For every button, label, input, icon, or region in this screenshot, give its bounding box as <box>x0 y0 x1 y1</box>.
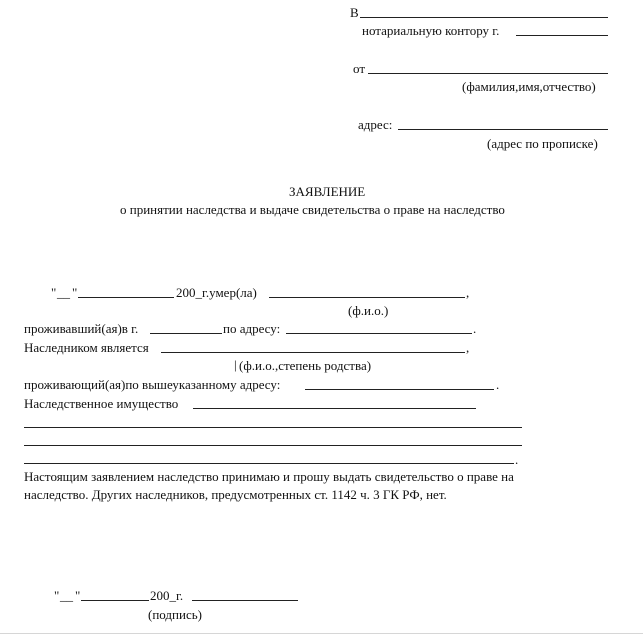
heir-line-comma: , <box>466 340 470 355</box>
estate-line-3[interactable] <box>24 445 522 446</box>
to-prefix: В <box>350 5 359 20</box>
residing-line-period: . <box>496 377 500 392</box>
sign-date-quote-close: " <box>75 588 81 603</box>
heir-fio-hint: (ф.и.о.,степень родства) <box>239 358 372 373</box>
sign-date-day[interactable]: __ <box>60 588 73 603</box>
estate-line-4[interactable] <box>24 463 514 464</box>
sign-date-month-line[interactable] <box>81 600 149 601</box>
sign-date-quote-open: " <box>54 588 60 603</box>
lived-line-period: . <box>473 321 477 336</box>
sign-year-label: 200_г. <box>150 588 184 603</box>
signature-hint: (подпись) <box>148 607 202 622</box>
notary-city-line[interactable] <box>516 35 608 36</box>
deceased-name-line[interactable] <box>269 297 465 298</box>
residing-label: проживающий(ая)по вышеуказанному адресу: <box>24 377 281 392</box>
lived-address-label: по адресу: <box>223 321 281 336</box>
statement-line-1: Настоящим заявлением наследство принимаю и прошу выдать свидетельство о праве на <box>24 469 514 484</box>
heir-label: Наследником является <box>24 340 149 355</box>
deceased-fio-hint: (ф.и.о.) <box>348 303 389 318</box>
lived-city-line[interactable] <box>150 333 222 334</box>
document-title: ЗАЯВЛЕНИЕ <box>289 184 366 199</box>
applicant-name-hint: (фамилия,имя,отчество) <box>462 79 596 94</box>
statement-line-2: наследство. Других наследников, предусмотренных ст. 1142 ч. 3 ГК РФ, нет. <box>24 487 447 502</box>
heir-name-line[interactable] <box>161 352 465 353</box>
address-hint: (адрес по прописке) <box>487 136 598 151</box>
death-date-quote-open: " <box>51 285 57 300</box>
estate-line-1[interactable] <box>193 408 476 409</box>
estate-label: Наследственное имущество <box>24 396 179 411</box>
year-died-label: 200_г.умер(ла) <box>176 285 257 300</box>
death-date-month-line[interactable] <box>78 297 174 298</box>
death-date-quote-close: " <box>72 285 78 300</box>
page-bottom-edge <box>0 633 643 634</box>
from-prefix: от <box>353 61 366 76</box>
address-label: адрес: <box>358 117 393 132</box>
death-date-day[interactable]: __ <box>57 285 70 300</box>
address-line[interactable] <box>398 129 608 130</box>
applicant-name-line[interactable] <box>368 73 608 74</box>
estate-line-period: . <box>515 452 519 467</box>
signature-line[interactable] <box>192 600 298 601</box>
residing-address-line[interactable] <box>305 389 494 390</box>
deceased-line-comma: , <box>466 285 470 300</box>
notary-office-label: нотариальную контору г. <box>362 23 500 38</box>
lived-address-line[interactable] <box>286 333 472 334</box>
notary-office-line[interactable] <box>360 17 608 18</box>
estate-line-2[interactable] <box>24 427 522 428</box>
document-subtitle: о принятии наследства и выдаче свидетельства о праве на наследство <box>120 202 505 217</box>
lived-in-city-label: проживавший(ая)в г. <box>24 321 139 336</box>
heir-hint-bracket: | <box>234 357 237 372</box>
